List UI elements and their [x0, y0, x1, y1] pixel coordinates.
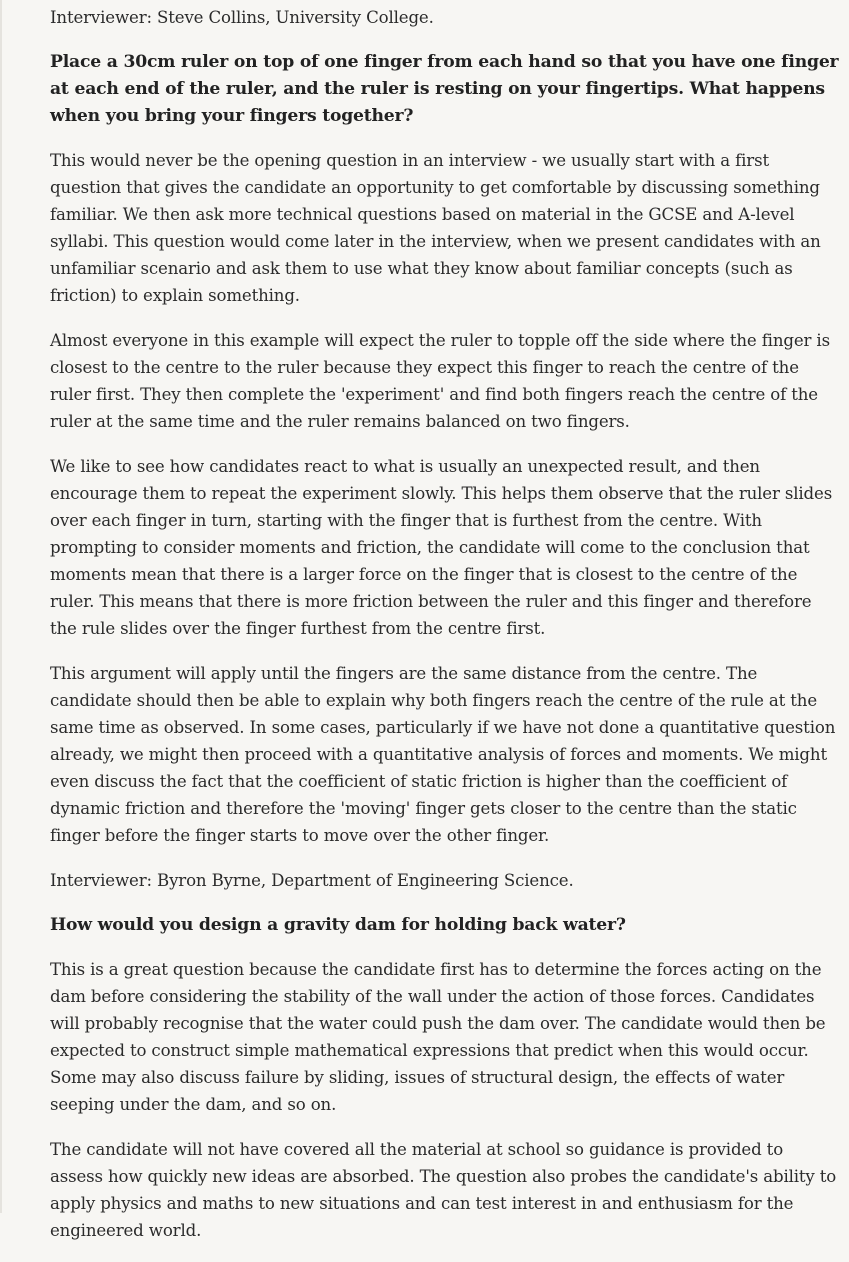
- answer-paragraph: This would never be the opening question in an interview - we usually start with a first question that gives the candidate an opportunity to get comfortable by discussing something familiar. We then ask more technical questions based on material in the GCSE and A-level syllabi. This question would come later in the interview, when we present candidates with an unfamiliar scenario and ask them to use what they know about familiar concepts (such as friction) to explain something.: [50, 151, 821, 305]
- answer-paragraph: This argument will apply until the fingers are the same distance from the centre. The candidate should then be able to explain why both fingers reach the centre of the rule at the same time as observed. In some cases, particularly if we have not done a quantitative question already, we might then proceed with a quantitative analysis of forces and moments. We might even discuss the fact that the coefficient of static friction is higher than the coefficient of dynamic friction and therefore the 'moving' finger gets closer to the centre than the static finger before the finger starts to move over the other finger.: [50, 664, 836, 845]
- interview-question: How would you design a gravity dam for holding back water?: [50, 915, 626, 935]
- answer-paragraph: Almost everyone in this example will expect the ruler to topple off the side where the finger is closest to the centre to the ruler because they expect this finger to reach the centre of the ruler first. They then complete the 'experiment' and find both fingers reach the centre of the ruler at the same time and the ruler remains balanced on two fingers.: [50, 331, 830, 431]
- interviewer-credit: Interviewer: Steve Collins, University College.: [50, 8, 434, 27]
- interview-question: Place a 30cm ruler on top of one finger from each hand so that you have one finger at each end of the ruler, and the ruler is resting on your fingertips. What happens when you bring your fingers together?: [50, 52, 839, 126]
- interviewer-credit: Interviewer: Byron Byrne, Department of Engineering Science.: [50, 871, 574, 890]
- interview-section-physics: [50, 4, 840, 849]
- answer-paragraph: We like to see how candidates react to what is usually an unexpected result, and then encourage them to repeat the experiment slowly. This helps them observe that the ruler slides over each finger in turn, starting with the finger that is furthest from the centre. With prompting to consider moments and friction, the candidate will come to the conclusion that moments mean that there is a larger force on the finger that is closest to the centre of the ruler. This means that there is more friction between the ruler and this finger and therefore the rule slides over the finger furthest from the centre first.: [50, 457, 833, 638]
- answer-paragraph: This is a great question because the candidate first has to determine the forces acting on the dam before considering the stability of the wall under the action of those forces. Candidates will probably recognise that the water could push the dam over. The candidate would then be expected to construct simple mathematical expressions that predict when this would occur. Some may also discuss failure by sliding, issues of structural design, the effects of water seeping under the dam, and so on.: [50, 960, 826, 1114]
- article-body: [50, 4, 840, 1262]
- interview-section-engineering: [50, 867, 840, 1244]
- page-left-border: [0, 0, 2, 1213]
- answer-paragraph: The candidate will not have covered all the material at school so guidance is provided to assess how quickly new ideas are absorbed. The question also probes the candidate's ability to apply physics and maths to new situations and can test interest in and enthusiasm for the engineered world.: [50, 1140, 837, 1240]
